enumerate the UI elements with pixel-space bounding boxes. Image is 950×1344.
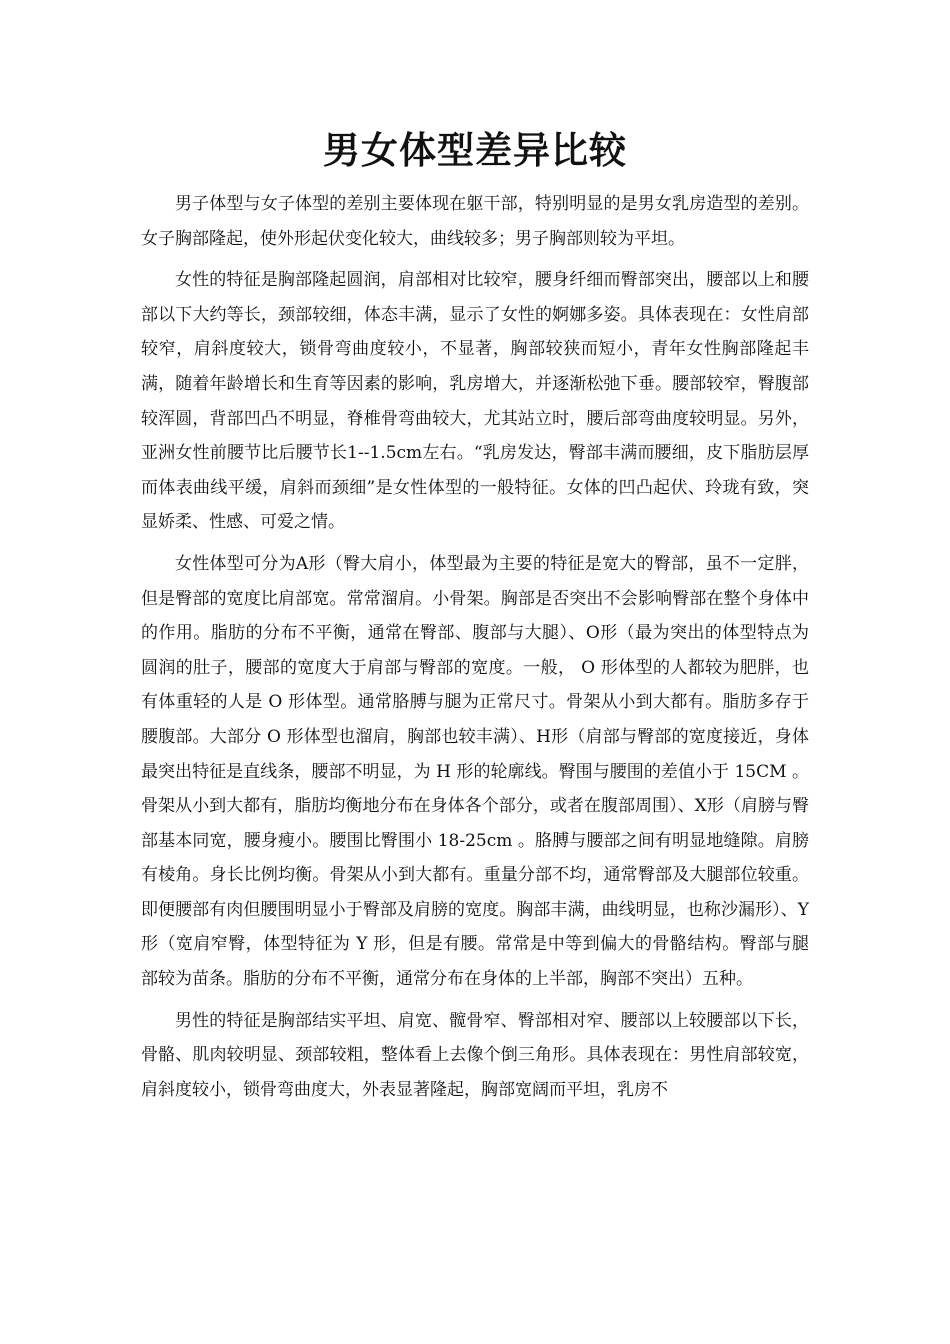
page-title: 男女体型差异比较 (323, 128, 627, 172)
paragraph-intro: 男子体型与女子体型的差别主要体现在躯干部，特别明显的是男女乳房造型的差别。女子胸部隆起，使外形起伏变化较大，曲线较多；男子胸部则较为平坦。 (141, 194, 809, 249)
paragraph-female-body-types: 女性体型可分为A形（臀大肩小，体型最为主要的特征是宽大的臀部，虽不一定胖，但是臀部的宽度比肩部宽。常常溜肩。小骨架。胸部是否突出不会影响臀部在整个身体中的作用。脂肪的分布不平衡，通常在臀部、腹部与大腿）、O形（最为突出的体型特点为圆润的肚子，腰部的宽度大于肩部与臀部的宽度。一般， O 形体型的人都较为肥胖，也有体重轻的人是 O 形体型。通常胳膊与腿为正常尺寸。骨架从小到大都有。脂肪多存于腰腹部。大部分 O 形体型也溜肩，胸部也较丰满）、H形（肩部与臀部的宽度接近，身体最突出特征是直线条，腰部不明显，为 H 形的轮廓线。臀围与腰围的差值小于 15CM 。骨架从小到大都有，脂肪均衡地分布在身体各个部分，或者在腹部周围）、X形（肩膀与臀部基本同宽，腰身瘦小。腰围比臀围小 18-25cm 。胳膊与腰部之间有明显地缝隙。肩膀有棱角。身长比例均衡。骨架从小到大都有。重量分部不均，通常臀部及大腿部位较重。即便腰部有肉但腰围明显小于臀部及肩膀的宽度。胸部丰满，曲线明显，也称沙漏形）、Y形（宽肩窄臀，体型特征为 Y 形，但是有腰。常常是中等到偏大的骨骼结构。臀部与腿部较为苗条。脂肪的分布不平衡，通常分布在身体的上半部，胸部不突出）五种。 (141, 553, 809, 990)
paragraph-female-features: 女性的特征是胸部隆起圆润，肩部相对比较窄，腰身纤细而臀部突出，腰部以上和腰部以下大约等长，颈部较细，体态丰满，显示了女性的婀娜多姿。具体表现在：女性肩部较窄，肩斜度较大，锁骨弯曲度较小，不显著，胸部较狭而短小，青年女性胸部隆起丰满，随着年龄增长和生育等因素的影响，乳房增大，并逐渐松弛下垂。腰部较窄，臀腹部较浑圆，背部凹凸不明显，脊椎骨弯曲较大，尤其站立时，腰后部弯曲度较明显。另外，亚洲女性前腰节比后腰节长1--1.5cm左右。“乳房发达，臀部丰满而腰细，皮下脂肪层厚而体表曲线平缓，肩斜而颈细”是女性体型的一般特征。女体的凹凸起伏、玲珑有致，突显娇柔、性感、可爱之情。 (141, 270, 809, 533)
paragraph-male-features: 男性的特征是胸部结实平坦、肩宽、髋骨窄、臀部相对窄、腰部以上较腰部以下长，骨骼、肌肉较明显、颈部较粗，整体看上去像个倒三角形。具体表现在：男性肩部较宽，肩斜度较小，锁骨弯曲度大，外表显著隆起，胸部宽阔而平坦，乳房不 (141, 1010, 809, 1100)
document-body (141, 187, 809, 1114)
